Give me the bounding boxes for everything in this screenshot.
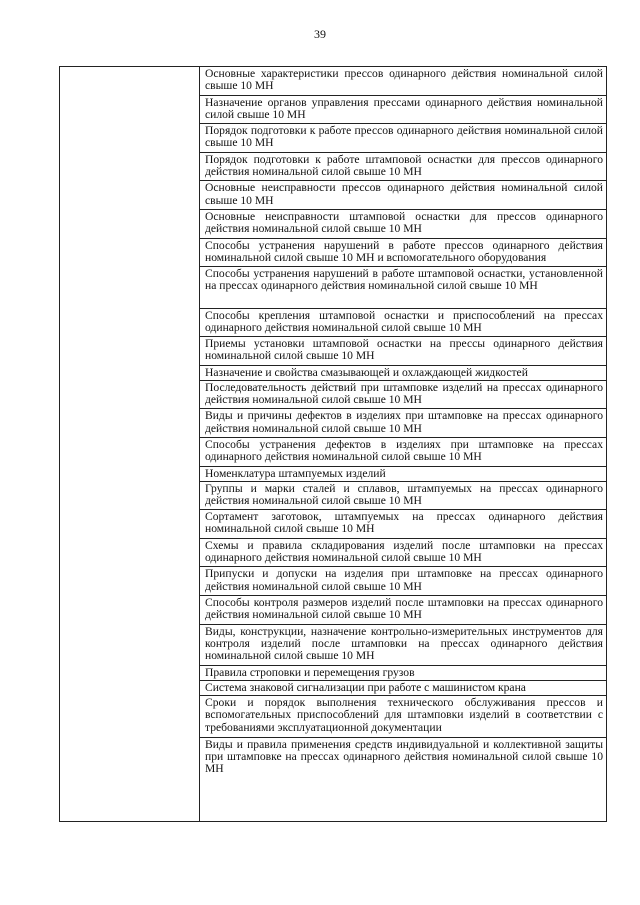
table-row: Способы устранения дефектов в изделиях при штамповке на прессах одинарного действия номинальной силой свыше 10 МН <box>200 438 607 467</box>
table-row: Последовательность действий при штамповке изделий на прессах одинарного действия номинальной силой свыше 10 МН <box>200 381 607 410</box>
table-row: Способы устранения нарушений в работе прессов одинарного действия номинальной силой свыше 10 МН и вспомогательного оборудования <box>200 239 607 268</box>
table-row: Назначение и свойства смазывающей и охлаждающей жидкостей <box>200 366 607 381</box>
page-number: 39 <box>314 27 326 41</box>
table-row: Группы и марки сталей и сплавов, штампуемых на прессах одинарного действия номинальной силой свыше 10 МН <box>200 482 607 511</box>
table-row: Виды, конструкции, назначение контрольно-измерительных инструментов для контроля изделий после штамповки на прессах одинарного действия номинальной силой свыше 10 МН <box>200 625 607 667</box>
table-row: Схемы и правила складирования изделий после штамповки на прессах одинарного действия номинальной силой свыше 10 МН <box>200 539 607 568</box>
table-row: Сроки и порядок выполнения технического обслуживания прессов и вспомогательных приспособлений для штамповки изделий в соответствии с требованиями эксплуатационной документации <box>200 696 607 738</box>
table-row: Сортамент заготовок, штампуемых на прессах одинарного действия номинальной силой свыше 10 МН <box>200 510 607 539</box>
table-row: Назначение органов управления прессами одинарного действия номинальной силой свыше 10 МН <box>200 96 607 125</box>
table-row: Припуски и допуски на изделия при штамповке на прессах одинарного действия номинальной силой свыше 10 МН <box>200 567 607 596</box>
table-left-column <box>60 67 200 821</box>
table-row: Виды и причины дефектов в изделиях при штамповке на прессах одинарного действия номинальной силой свыше 10 МН <box>200 409 607 438</box>
table-row: Способы крепления штамповой оснастки и приспособлений на прессах одинарного действия номинальной силой свыше 10 МН <box>200 309 607 338</box>
table-row: Основные неисправности прессов одинарного действия номинальной силой свыше 10 МН <box>200 181 607 210</box>
table-row: Приемы установки штамповой оснастки на прессы одинарного действия номинальной силой свыше 10 МН <box>200 337 607 366</box>
table-row: Способы контроля размеров изделий после штамповки на прессах одинарного действия номинальной силой свыше 10 МН <box>200 596 607 625</box>
table-row: Порядок подготовки к работе штамповой оснастки для прессов одинарного действия номинальной силой свыше 10 МН <box>200 153 607 182</box>
table-row: Порядок подготовки к работе прессов одинарного действия номинальной силой свыше 10 МН <box>200 124 607 153</box>
knowledge-table <box>59 66 607 822</box>
table-row: Система знаковой сигнализации при работе с машинистом крана <box>200 681 607 696</box>
table-row: Виды и правила применения средств индивидуальной и коллективной защиты при штамповке на прессах одинарного действия номинальной силой свыше 10 МН <box>205 737 603 775</box>
table-row: Способы устранения нарушений в работе штамповой оснастки, установленной на прессах одинарного действия номинальной силой свыше 10 МН <box>200 267 607 309</box>
table-row: Основные характеристики прессов одинарного действия номинальной силой свыше 10 МН <box>200 67 607 96</box>
table-right-column <box>200 67 607 821</box>
table-row: Правила строповки и перемещения грузов <box>200 666 607 681</box>
table-row: Основные неисправности штамповой оснастки для прессов одинарного действия номинальной силой свыше 10 МН <box>200 210 607 239</box>
table-row: Номенклатура штампуемых изделий <box>200 467 607 482</box>
